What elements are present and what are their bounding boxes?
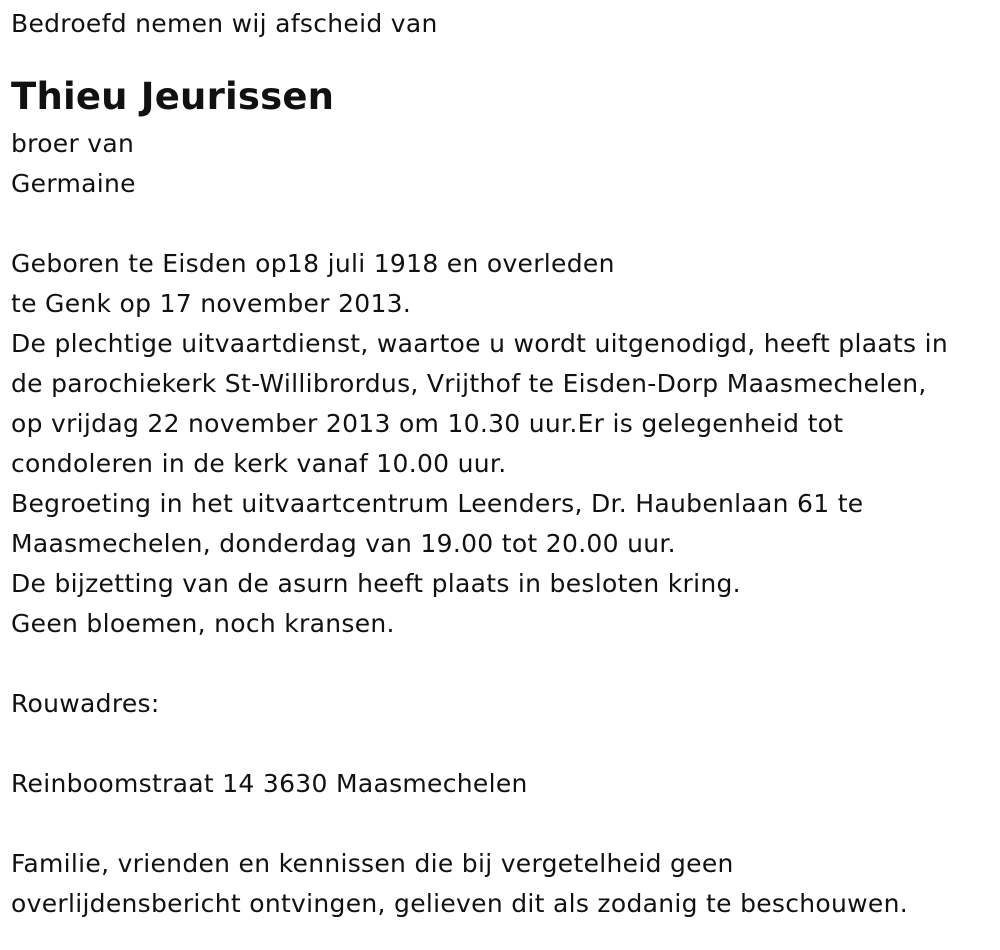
spacer: [11, 44, 996, 70]
obituary-notice: [11, 4, 996, 924]
spacer: [11, 804, 996, 844]
relation-line: broer van: [11, 129, 135, 158]
closing-paragraph: [11, 844, 996, 924]
relation-name: Germaine: [11, 169, 136, 198]
details-paragraph: [11, 244, 996, 644]
spacer: [11, 204, 996, 244]
deceased-name: Thieu Jeurissen: [11, 75, 335, 118]
closing-line: overlijdensbericht ontvingen, gelieven dit als zodanig te beschouwen.: [11, 889, 908, 918]
detail-line: op vrijdag 22 november 2013 om 10.30 uur.Er is gelegenheid tot: [11, 409, 844, 438]
detail-line: De bijzetting van de asurn heeft plaats in besloten kring.: [11, 569, 741, 598]
spacer: [11, 644, 996, 684]
closing-line: Familie, vrienden en kennissen die bij vergetelheid geen: [11, 849, 734, 878]
detail-line: Begroeting in het uitvaartcentrum Leenders, Dr. Haubenlaan 61 te: [11, 489, 864, 518]
intro-text: Bedroefd nemen wij afscheid van: [11, 9, 438, 38]
detail-line: Maasmechelen, donderdag van 19.00 tot 20.00 uur.: [11, 529, 676, 558]
detail-line: Geboren te Eisden op18 juli 1918 en overleden: [11, 249, 615, 278]
detail-line: te Genk op 17 november 2013.: [11, 289, 412, 318]
mourning-address: Reinboomstraat 14 3630 Maasmechelen: [11, 769, 528, 798]
detail-line: Geen bloemen, noch kransen.: [11, 609, 395, 638]
detail-line: de parochiekerk St-Willibrordus, Vrijthof te Eisden-Dorp Maasmechelen,: [11, 369, 927, 398]
detail-line: De plechtige uitvaartdienst, waartoe u wordt uitgenodigd, heeft plaats in: [11, 329, 949, 358]
detail-line: condoleren in de kerk vanaf 10.00 uur.: [11, 449, 507, 478]
spacer: [11, 724, 996, 764]
mourning-address-label: Rouwadres:: [11, 689, 160, 718]
